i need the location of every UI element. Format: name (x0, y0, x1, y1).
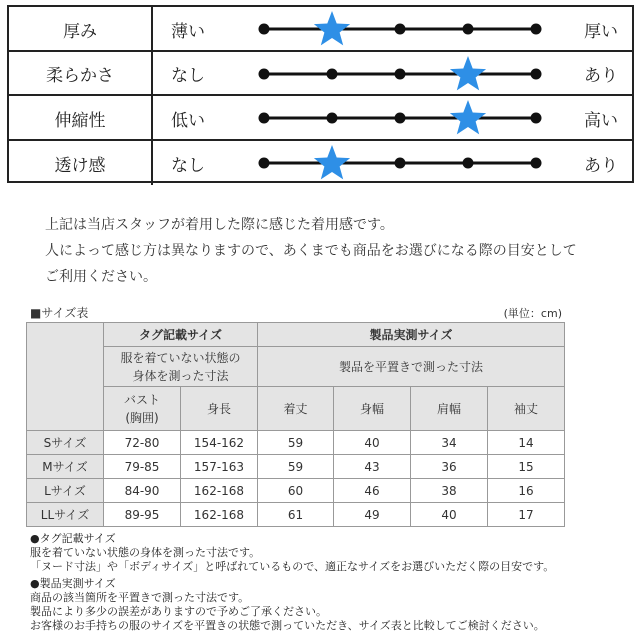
footnote-2: 服を着ていない状態の身体を測った寸法です。 (30, 546, 261, 559)
star-marker (450, 56, 486, 90)
attribute-high-label: 厚い (584, 21, 618, 42)
size-cell-sleeve: 16 (488, 479, 565, 503)
attribute-label: 厚み (63, 21, 97, 42)
table-row (27, 431, 565, 455)
size-cell-length: 60 (258, 479, 334, 503)
scale-dot (259, 113, 270, 124)
size-cell-height: 162-168 (181, 479, 258, 503)
scale-dot (259, 24, 270, 35)
attribute-scale (9, 141, 636, 185)
col-width: 身幅 (334, 387, 411, 431)
attribute-label: 透け感 (54, 155, 106, 176)
attribute-row (9, 52, 632, 96)
scale-dot (395, 68, 406, 79)
size-cell-shoulder: 34 (411, 431, 488, 455)
footnote-1: ●タグ記載サイズ (30, 532, 116, 545)
size-cell-width: 40 (334, 431, 411, 455)
attribute-label: 伸縮性 (54, 110, 106, 131)
size-cell-width: 43 (334, 455, 411, 479)
row-divider (9, 94, 632, 96)
size-cell-height: 157-163 (181, 455, 258, 479)
footnote-5: 商品の該当箇所を平置きで測った寸法です。 (30, 591, 250, 604)
star-marker (450, 100, 486, 134)
tag-size-header: タグ記載サイズ (104, 323, 258, 347)
size-cell-shoulder: 40 (411, 503, 488, 527)
size-cell-sleeve: 17 (488, 503, 565, 527)
note-line-3: ご利用ください。 (45, 269, 157, 285)
footnote-6: 製品により多少の誤差がありますので予めご了承ください。 (30, 605, 327, 618)
size-cell-shoulder: 36 (411, 455, 488, 479)
scale-dot (395, 24, 406, 35)
col-bust: バスト (胸囲) (104, 387, 181, 431)
size-cell-height: 162-168 (181, 503, 258, 527)
size-cell-sleeve: 15 (488, 455, 565, 479)
size-cell-length: 59 (258, 431, 334, 455)
size-table-title: ■サイズ表 (30, 306, 89, 320)
size-table-unit: (単位：cm) (503, 307, 562, 320)
actual-size-header: 製品実測サイズ (258, 323, 565, 347)
attribute-low-label: 低い (151, 96, 221, 140)
attribute-scale (9, 52, 636, 96)
actual-size-subheader: 製品を平置きで測った寸法 (258, 347, 565, 387)
scale-dot (531, 113, 542, 124)
attribute-row (9, 7, 632, 51)
attribute-high-label: あり (584, 66, 618, 87)
scale-dot (259, 158, 270, 169)
attribute-label: 柔らかさ (46, 66, 114, 87)
size-cell-length: 59 (258, 455, 334, 479)
row-divider (9, 139, 632, 141)
table-row (27, 479, 565, 503)
attribute-table (7, 5, 634, 183)
col-sleeve: 袖丈 (488, 387, 565, 431)
size-cell-bust: 84-90 (104, 479, 181, 503)
footnote-4: ●製品実測サイズ (30, 577, 116, 590)
table-row (27, 455, 565, 479)
scale-dot (463, 158, 474, 169)
tag-size-subheader: 服を着ていない状態の 身体を測った寸法 (104, 347, 258, 387)
size-cell-sleeve: 14 (488, 431, 565, 455)
footnote-7: お客様のお手持ちの服のサイズを平置きの状態で測っていただき、サイズ表と比較してご検討ください。 (30, 619, 545, 632)
size-cell-width: 46 (334, 479, 411, 503)
size-cell-shoulder: 38 (411, 479, 488, 503)
attribute-row (9, 141, 632, 185)
note-line-1: 上記は当店スタッフが着用した際に感じた着用感です。 (45, 217, 394, 233)
scale-dot (327, 68, 338, 79)
size-cell-height: 154-162 (181, 431, 258, 455)
size-table (26, 322, 565, 527)
size-cell-bust: 89-95 (104, 503, 181, 527)
size-label: Sサイズ (27, 431, 104, 455)
scale-dot (259, 68, 270, 79)
star-marker (314, 145, 350, 179)
size-label: Lサイズ (27, 479, 104, 503)
scale-dot (531, 68, 542, 79)
note-line-2: 人によって感じ方は異なりますので、あくまでも商品をお選びになる際の目安として (45, 243, 577, 259)
size-cell-bust: 79-85 (104, 455, 181, 479)
size-cell-width: 49 (334, 503, 411, 527)
row-divider (9, 50, 632, 52)
scale-dot (327, 113, 338, 124)
corner-cell (27, 323, 104, 431)
attribute-scale (9, 96, 636, 140)
attribute-high-label: 高い (584, 110, 618, 131)
footnote-3: 「ヌード寸法」や「ボディサイズ」と呼ばれているもので、適正なサイズをお選びいただく際の目安です。 (30, 560, 555, 573)
table-row (27, 503, 565, 527)
size-label: Mサイズ (27, 455, 104, 479)
attribute-row (9, 96, 632, 140)
star-marker (314, 11, 350, 45)
col-shoulder: 肩幅 (411, 387, 488, 431)
col-height: 身長 (181, 387, 258, 431)
attribute-scale (9, 7, 636, 51)
attribute-high-label: あり (584, 155, 618, 176)
attribute-low-label: 薄い (151, 7, 221, 51)
attribute-low-label: なし (151, 141, 221, 185)
size-label: LLサイズ (27, 503, 104, 527)
scale-dot (531, 158, 542, 169)
size-cell-length: 61 (258, 503, 334, 527)
attribute-low-label: なし (151, 52, 221, 96)
size-cell-bust: 72-80 (104, 431, 181, 455)
scale-dot (463, 24, 474, 35)
col-length: 着丈 (258, 387, 334, 431)
scale-dot (531, 24, 542, 35)
scale-dot (395, 113, 406, 124)
scale-dot (395, 158, 406, 169)
